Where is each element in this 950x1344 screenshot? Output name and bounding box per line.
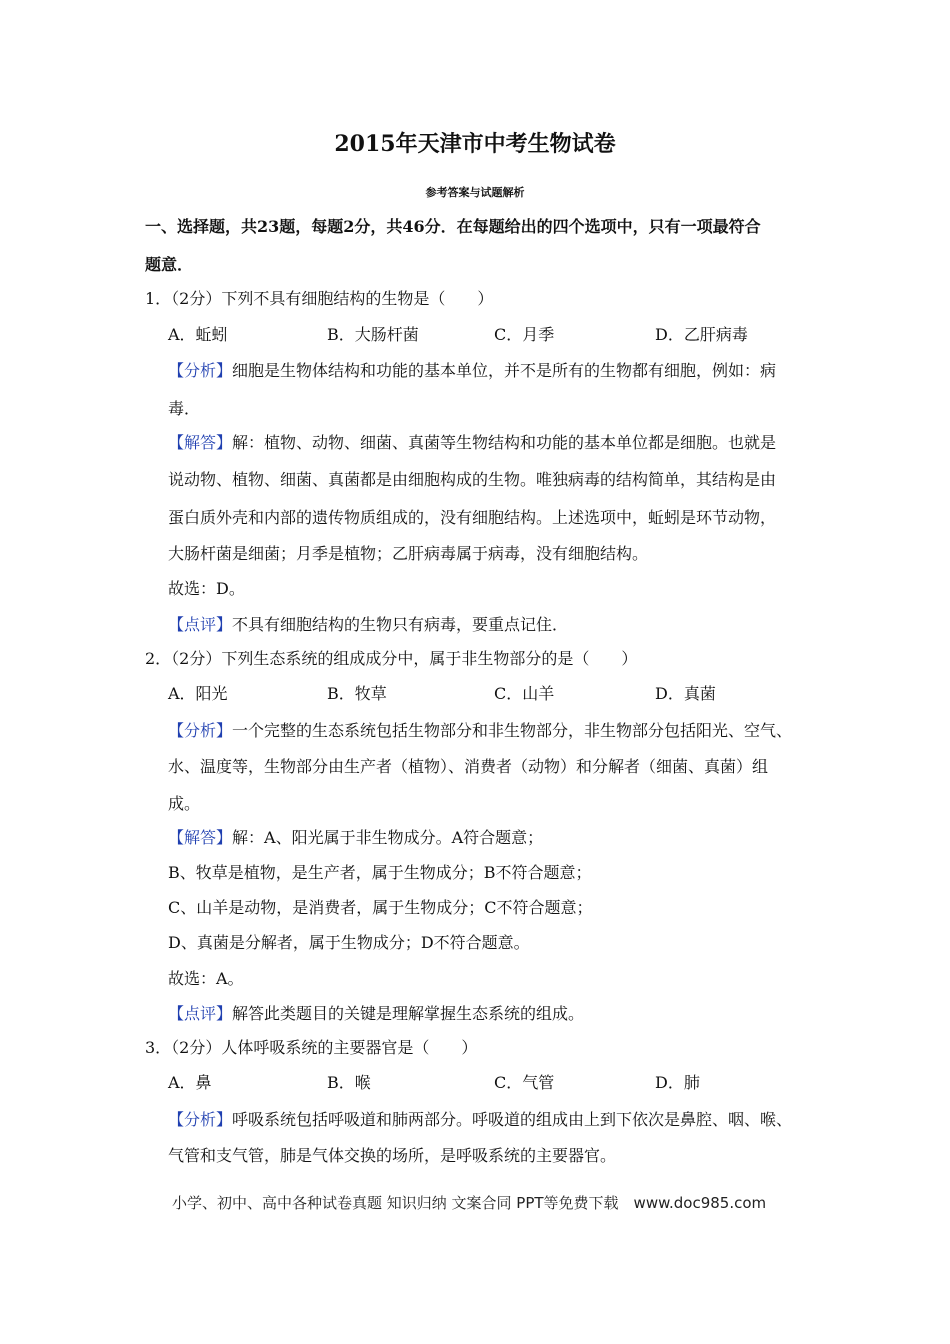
- q1-answer-choice: 故选：D。: [168, 579, 245, 598]
- q3-analysis-line-2: 气管和支气管，肺是气体交换的场所，是呼吸系统的主要器官。: [168, 1146, 617, 1165]
- q1-option-c: C．月季: [494, 325, 555, 344]
- question-2-stem: 2．（2分）下列生态系统的组成成分中，属于非生物部分的是（ ）: [145, 649, 638, 668]
- page-title: 2015年天津市中考生物试卷: [334, 131, 616, 157]
- q1-answer-tag: 【解答】: [168, 433, 233, 452]
- q1-option-d: D．乙肝病毒: [655, 325, 748, 344]
- q1-answer-line-3: 蛋白质外壳和内部的遗传物质组成的，没有细胞结构。上述选项中，蚯蚓是环节动物，: [168, 508, 777, 527]
- q2-analysis-line-3: 成。: [168, 794, 201, 813]
- q2-answer-line-4: D、真菌是分解者，属于生物成分；D不符合题意。: [168, 933, 530, 952]
- q1-analysis-line-2: 毒．: [168, 399, 201, 418]
- q1-answer: [168, 430, 776, 453]
- q2-option-a: A．阳光: [168, 684, 228, 703]
- q1-option-a: A．蚯蚓: [168, 325, 228, 344]
- q1-comment-text: 不具有细胞结构的生物只有病毒，要重点记住．: [232, 615, 569, 634]
- q2-answer-tag: 【解答】: [168, 828, 233, 847]
- q2-answer-choice: 故选：A。: [168, 969, 244, 988]
- question-3-stem: 3．（2分）人体呼吸系统的主要器官是（ ）: [145, 1038, 478, 1057]
- q1-analysis-text: 细胞是生物体结构和功能的基本单位，并不是所有的生物都有细胞，例如：病: [232, 361, 777, 380]
- q2-analysis-tag: 【分析】: [168, 721, 233, 740]
- q2-comment-text: 解答此类题目的关键是理解掌握生态系统的组成。: [232, 1004, 585, 1023]
- q2-answer: [168, 825, 543, 848]
- q2-option-c: C．山羊: [494, 684, 555, 703]
- q1-analysis: [168, 358, 776, 381]
- q3-analysis-text: 呼吸系统包括呼吸道和肺两部分。呼吸道的组成由上到下依次是鼻腔、咽、喉、: [232, 1110, 793, 1129]
- q2-answer-line-2: B、牧草是植物，是生产者，属于生物成分；B不符合题意；: [168, 863, 592, 882]
- q1-answer-line-2: 说动物、植物、细菌、真菌都是由细胞构成的生物。唯独病毒的结构简单，其结构是由: [168, 470, 777, 489]
- q1-comment-tag: 【点评】: [168, 615, 233, 634]
- q2-option-b: B．牧草: [327, 684, 387, 703]
- section-heading-line-2: 题意．: [145, 255, 194, 274]
- q2-analysis-line-2: 水、温度等，生物部分由生产者（植物）、消费者（动物）和分解者（细菌、真菌）组: [168, 757, 769, 776]
- q1-option-b: B．大肠杆菌: [327, 325, 419, 344]
- page-footer: 小学、初中、高中各种试卷真题 知识归纳 文案合同 PPT等免费下载 www.doc985.com: [172, 1194, 767, 1212]
- q2-comment: [168, 1001, 584, 1024]
- q1-answer-line-4: 大肠杆菌是细菌；月季是植物；乙肝病毒属于病毒，没有细胞结构。: [168, 544, 649, 563]
- q1-answer-text: 解：植物、动物、细菌、真菌等生物结构和功能的基本单位都是细胞。也就是: [232, 433, 777, 452]
- q3-analysis: [168, 1107, 792, 1130]
- q1-analysis-tag: 【分析】: [168, 361, 233, 380]
- section-heading-line-1: 一、选择题，共23题，每题2分，共46分．在每题给出的四个选项中，只有一项最符合: [145, 217, 761, 236]
- q2-comment-tag: 【点评】: [168, 1004, 233, 1023]
- q3-option-b: B．喉: [327, 1073, 371, 1092]
- q2-answer-text: 解：A、阳光属于非生物成分。A符合题意；: [232, 828, 544, 847]
- question-1-stem: 1．（2分）下列不具有细胞结构的生物是（ ）: [145, 289, 494, 308]
- q3-option-c: C．气管: [494, 1073, 555, 1092]
- q2-analysis: [168, 718, 792, 741]
- q2-analysis-text: 一个完整的生态系统包括生物部分和非生物部分，非生物部分包括阳光、空气、: [232, 721, 793, 740]
- q3-option-a: A．鼻: [168, 1073, 212, 1092]
- q2-answer-line-3: C、山羊是动物，是消费者，属于生物成分；C不符合题意；: [168, 898, 593, 917]
- q3-option-d: D．肺: [655, 1073, 700, 1092]
- page-subtitle: 参考答案与试题解析: [425, 186, 525, 199]
- q1-comment: [168, 612, 568, 635]
- q2-option-d: D．真菌: [655, 684, 716, 703]
- q3-analysis-tag: 【分析】: [168, 1110, 233, 1129]
